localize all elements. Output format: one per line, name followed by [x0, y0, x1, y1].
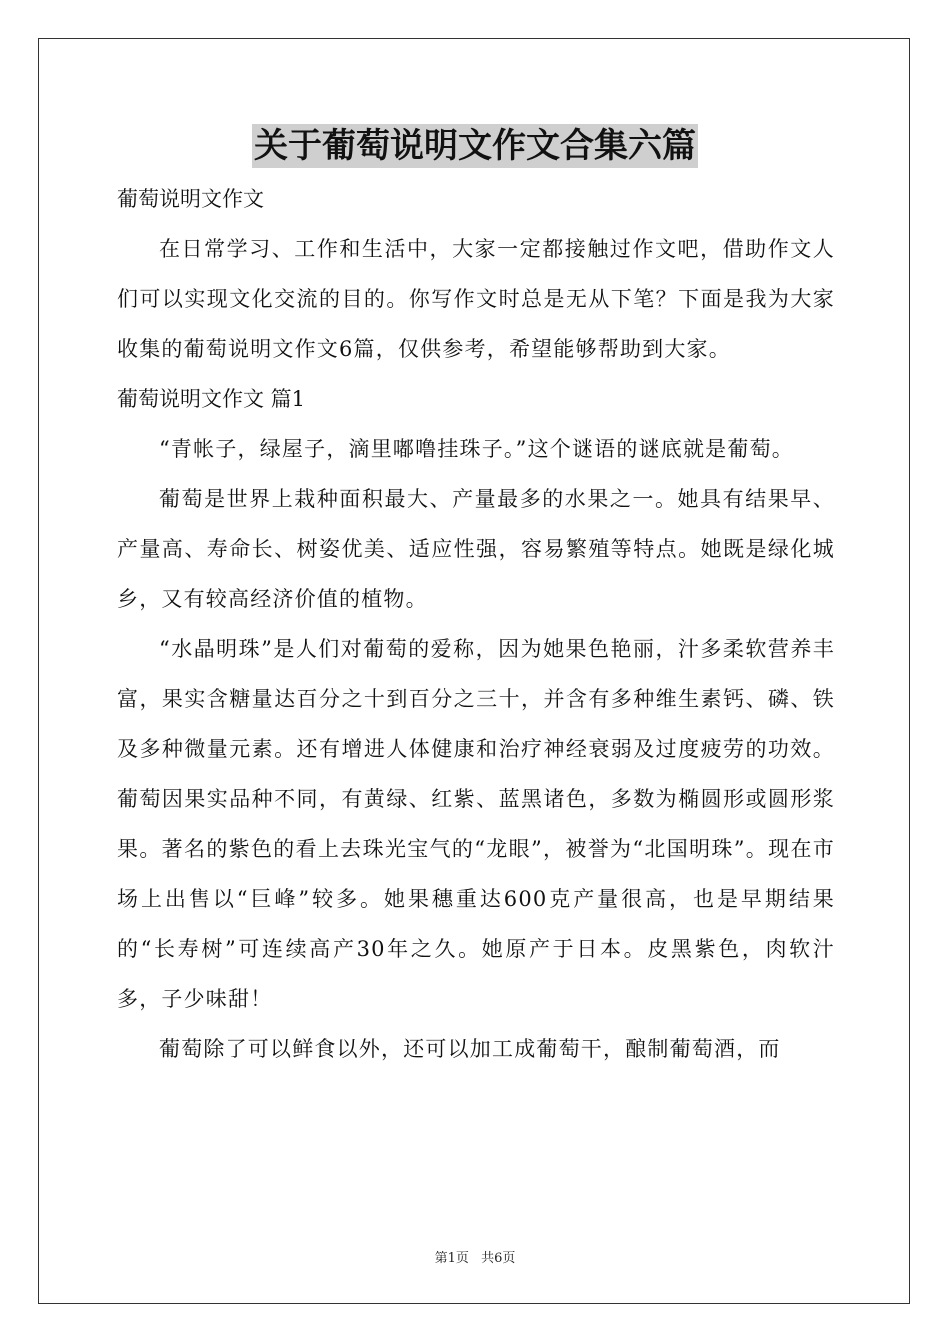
title-container [0, 124, 950, 168]
paragraph: “青帐子，绿屋子，滴里嘟噜挂珠子。”这个谜语的谜底就是葡萄。 [159, 437, 794, 461]
section-heading: 葡萄说明文作文 [117, 187, 264, 211]
section-heading: 葡萄说明文作文 篇1 [117, 387, 306, 411]
page-number: 第1页 [434, 1251, 469, 1266]
document-body [117, 174, 835, 1074]
paragraph: 在日常学习、工作和生活中，大家一定都接触过作文吧，借助作文人们可以实现文化交流的目的。你写作文时总是无从下笔？下面是我为大家收集的葡萄说明文作文6篇，仅供参考，希望能够帮助到大家。 [117, 237, 835, 361]
paragraph: 葡萄是世界上栽种面积最大、产量最多的水果之一。她具有结果早、产量高、寿命长、树姿优美、适应性强，容易繁殖等特点。她既是绿化城乡，又有较高经济价值的植物。 [117, 487, 835, 611]
paragraph: “水晶明珠”是人们对葡萄的爱称，因为她果色艳丽，汁多柔软营养丰富，果实含糖量达百分之十到百分之三十，并含有多种维生素钙、磷、铁及多种微量元素。还有增进人体健康和治疗神经衰弱及过度疲劳的功效。葡萄因果实品种不同，有黄绿、红紫、蓝黑诸色，多数为椭圆形或圆形浆果。著名的紫色的看上去珠光宝气的“龙眼”，被誉为“北国明珠”。现在市场上出售以“巨峰”较多。她果穗重达600克产量很高，也是早期结果的“长寿树”可连续高产30年之久。她原产于日本。皮黑紫色，肉软汁多，子少味甜！ [117, 637, 835, 1011]
document-title: 关于葡萄说明文作文合集六篇 [254, 126, 696, 166]
paragraph: 葡萄除了可以鲜食以外，还可以加工成葡萄干，酿制葡萄酒，而 [159, 1037, 781, 1061]
page-total: 共6页 [481, 1251, 516, 1266]
page-footer [0, 1247, 950, 1266]
